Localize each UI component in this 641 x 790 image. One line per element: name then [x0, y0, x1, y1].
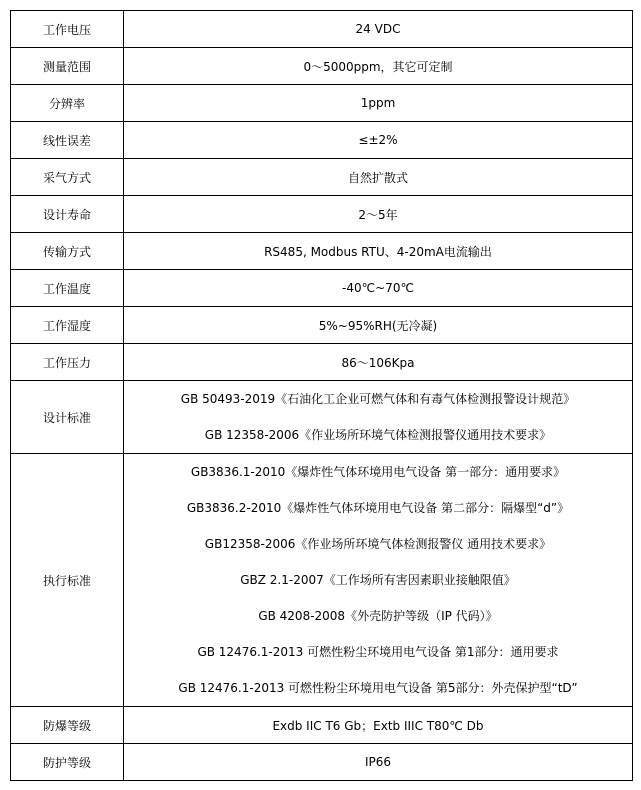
row-label: 防爆等级 — [11, 707, 124, 744]
spec-table — [10, 10, 633, 781]
row-label: 设计标准 — [11, 381, 124, 454]
row-value: 自然扩散式 — [124, 159, 633, 196]
row-value: 24 VDC — [124, 11, 633, 48]
table-row — [11, 270, 633, 307]
table-row — [11, 454, 633, 707]
row-value: 86～106Kpa — [124, 344, 633, 381]
row-value — [124, 381, 633, 454]
standard-line: GB3836.2-2010《爆炸性气体环境用电气设备 第二部分：隔爆型“d”》 — [186, 501, 570, 515]
row-value: 2～5年 — [124, 196, 633, 233]
table-row — [11, 196, 633, 233]
table-row — [11, 307, 633, 344]
standard-line: GB 12358-2006《作业场所环境气体检测报警仪通用技术要求》 — [204, 428, 552, 442]
row-label: 执行标准 — [11, 454, 124, 707]
row-label: 线性误差 — [11, 122, 124, 159]
table-row — [11, 85, 633, 122]
table-row — [11, 48, 633, 85]
table-row — [11, 233, 633, 270]
row-label: 设计寿命 — [11, 196, 124, 233]
row-label: 分辨率 — [11, 85, 124, 122]
standard-line: GB 4208-2008《外壳防护等级（IP 代码）》 — [258, 609, 498, 623]
row-value: RS485, Modbus RTU、4-20mA电流输出 — [124, 233, 633, 270]
row-value: Exdb IIC T6 Gb；Extb IIIC T80℃ Db — [124, 707, 633, 744]
table-row — [11, 381, 633, 454]
row-value — [124, 454, 633, 707]
row-label: 传输方式 — [11, 233, 124, 270]
table-row — [11, 159, 633, 196]
row-label: 工作湿度 — [11, 307, 124, 344]
table-row — [11, 744, 633, 781]
row-value: IP66 — [124, 744, 633, 781]
standard-line: GB12358-2006《作业场所环境气体检测报警仪 通用技术要求》 — [204, 537, 552, 551]
row-label: 采气方式 — [11, 159, 124, 196]
row-value: 5%~95%RH(无冷凝) — [124, 307, 633, 344]
row-label: 防护等级 — [11, 744, 124, 781]
standard-line: GB 12476.1-2013 可燃性粉尘环境用电气设备 第5部分：外壳保护型“tD” — [178, 681, 578, 695]
table-row — [11, 344, 633, 381]
row-label: 工作电压 — [11, 11, 124, 48]
row-value: 0～5000ppm，其它可定制 — [124, 48, 633, 85]
table-row — [11, 11, 633, 48]
row-label: 测量范围 — [11, 48, 124, 85]
standard-line: GB 12476.1-2013 可燃性粉尘环境用电气设备 第1部分：通用要求 — [197, 645, 559, 659]
table-row — [11, 122, 633, 159]
row-value: ≤±2% — [124, 122, 633, 159]
standard-line: GBZ 2.1-2007《工作场所有害因素职业接触限值》 — [240, 573, 516, 587]
row-value: 1ppm — [124, 85, 633, 122]
standard-line: GB3836.1-2010《爆炸性气体环境用电气设备 第一部分：通用要求》 — [190, 465, 566, 479]
row-value: -40℃~70℃ — [124, 270, 633, 307]
row-label: 工作压力 — [11, 344, 124, 381]
standard-line: GB 50493-2019《石油化工企业可燃气体和有毒气体检测报警设计规范》 — [180, 392, 576, 406]
row-label: 工作温度 — [11, 270, 124, 307]
table-row — [11, 707, 633, 744]
